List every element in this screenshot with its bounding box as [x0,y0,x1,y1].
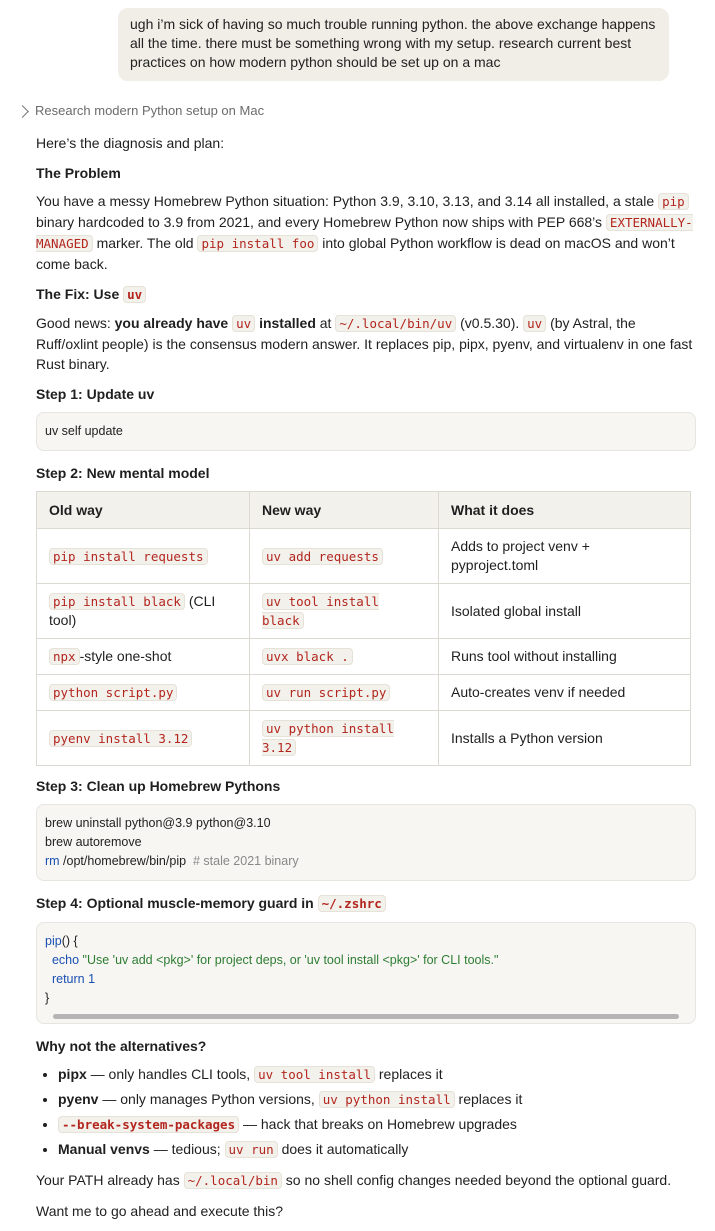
inline-code: uv python install 3.12 [262,721,394,755]
inline-code: uv [523,315,546,332]
response-intro: Here’s the diagnosis and plan: [36,135,225,151]
text: (by Astral, the Ruff/oxlint people) is the consensus modern answer. It replaces pip, pipx, pyenv, and virtualenv in one fast Rust binary. [36,315,693,372]
closing-question: Want me to go ahead and execute this? [36,1203,283,1219]
code-keyword: rm [45,854,60,868]
table-cell: Isolated global install [439,584,691,639]
step1-code-block[interactable] [36,412,696,451]
table-row [37,529,691,584]
inline-code: uv python install [319,1091,455,1108]
chevron-right-icon [16,105,29,118]
bold-text: pipx [58,1066,87,1082]
table-cell [37,711,250,766]
code-line: brew autoremove [45,835,142,849]
bold-text: you already have [114,315,233,331]
fix-heading [36,284,696,305]
inline-code: npx [49,648,80,665]
alternatives-list [36,1064,696,1160]
table-cell [37,529,250,584]
inline-code: pyenv install 3.12 [49,730,192,747]
code-text: /opt/homebrew/bin/pip [59,854,193,868]
table-cell: Installs a Python version [439,711,691,766]
text: — only handles CLI tools, [86,1066,255,1082]
bold-text: Manual venvs [58,1141,150,1157]
step1-heading: Step 1: Update uv [36,386,155,402]
text: — only manages Python versions, [98,1091,319,1107]
inline-code: EXTERNALLY-MANAGED [36,215,693,251]
column-header: New way [250,492,439,529]
bold-text: installed [255,315,316,331]
table-cell: Auto-creates venv if needed [439,675,691,711]
table-row [37,675,691,711]
table-row [37,639,691,675]
code-line: uv self update [45,424,123,438]
table-cell [250,529,439,584]
text: You have a messy Homebrew Python situation: Python 3.9, 3.10, 3.13, and 3.14 all installed, a stale [36,193,659,209]
code-line: brew uninstall python@3.9 python@3.10 [45,816,271,830]
inline-code: uv tool install [254,1066,375,1083]
assistant-response [36,133,696,1231]
list-item [58,1064,696,1085]
list-item [58,1139,696,1160]
text: The Fix: Use [36,286,124,302]
problem-paragraph [36,191,696,274]
horizontal-scrollbar[interactable] [53,1014,679,1019]
code-keyword: return [51,972,85,986]
step3-heading: Step 3: Clean up Homebrew Pythons [36,778,281,794]
user-message-text: ugh i’m sick of having so much trouble running python. the above exchange happens all the time. there must be something wrong with my setup. research current best practices on how modern python should be set up on a mac [130,16,656,70]
inline-code: ~/.local/bin/uv [335,315,456,332]
table-cell [37,639,250,675]
text: Step 4: Optional muscle-memory guard in [36,895,318,911]
fix-paragraph [36,313,696,374]
table-header-row [37,492,691,529]
inline-code: uv run script.py [262,684,390,701]
inline-code: ~/.local/bin [184,1172,282,1189]
alternatives-heading: Why not the alternatives? [36,1038,207,1054]
research-step-toggle[interactable] [18,101,264,121]
inline-code: uv run [225,1141,278,1158]
text: — hack that breaks on Homebrew upgrades [239,1116,517,1132]
list-item [58,1089,696,1110]
table-cell: Runs tool without installing [439,639,691,675]
text: does it automatically [277,1141,409,1157]
bold-text: pyenv [58,1091,99,1107]
column-header: Old way [37,492,250,529]
inline-code: uv [232,315,255,332]
inline-code: uvx black . [262,648,353,665]
text: into global Python workflow is dead on macOS and won’t come back. [36,235,675,272]
code-number: 1 [88,972,96,986]
text: -style one-shot [79,648,172,664]
list-item [58,1114,696,1135]
inline-code: pip [658,193,689,210]
text: replaces it [454,1091,523,1107]
table-cell [250,711,439,766]
table-cell [250,584,439,639]
text: marker. The old [92,235,198,251]
text: (v0.5.30). [456,315,524,331]
inline-code: pip install foo [197,235,318,252]
inline-code: ~/.zshrc [318,895,386,912]
inline-code: --break-system-packages [58,1116,239,1133]
text: binary hardcoded to 3.9 from 2021, and every Homebrew Python now ships with PEP 668’s [36,214,606,230]
path-note [36,1170,696,1191]
text: Your PATH already has [36,1172,184,1188]
code-comment: # stale 2021 binary [193,854,299,868]
user-message-bubble [118,8,669,81]
step2-heading: Step 2: New mental model [36,465,210,481]
step4-code-block[interactable] [36,922,696,1024]
code-text: } [45,991,50,1005]
text: so no shell config changes needed beyond the optional guard. [281,1172,672,1188]
code-string: "Use 'uv add <pkg>' for project deps, or 'uv tool install <pkg>' for CLI tools." [82,953,499,967]
inline-code: uv tool install black [262,594,379,628]
table-row [37,711,691,766]
code-function-name: pip [45,934,62,948]
research-step-label: Research modern Python setup on Mac [35,103,265,118]
step4-heading [36,893,696,914]
table-cell [37,584,250,639]
step3-code-block[interactable] [36,804,696,881]
text: (CLI tool) [49,593,216,628]
mental-model-table [36,491,691,766]
text: Good news: [36,315,115,331]
inline-code: pip install requests [49,548,208,565]
column-header: What it does [439,492,691,529]
inline-code: pip install black [49,593,185,610]
table-cell [250,675,439,711]
problem-heading: The Problem [36,165,121,181]
inline-code: python script.py [49,684,177,701]
code-text: () { [61,934,78,948]
code-keyword: echo [51,953,80,967]
inline-code: uv add requests [262,548,383,565]
text: — tedious; [149,1141,225,1157]
text: replaces it [374,1066,443,1082]
text: at [315,315,336,331]
table-cell [250,639,439,675]
inline-code: uv [123,286,146,303]
table-row [37,584,691,639]
table-cell [37,675,250,711]
table-cell: Adds to project venv + pyproject.toml [439,529,691,584]
